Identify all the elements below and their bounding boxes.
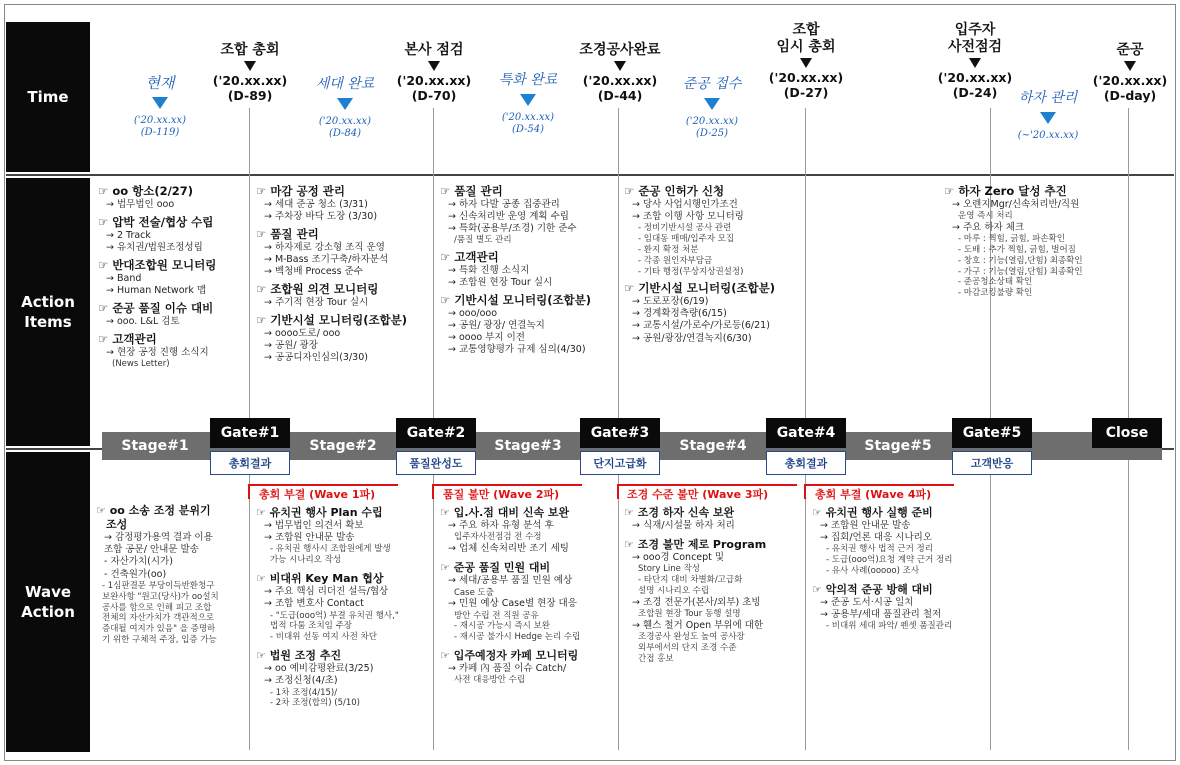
action-column-4 <box>624 184 802 345</box>
wave-item: - 1심판결문 부당이득반환청구 <box>102 580 215 591</box>
milestone-name: 본사 점검 <box>404 42 464 58</box>
action-item: → 주요 하자 체크 <box>952 221 1025 233</box>
separator-time <box>6 174 1174 176</box>
handwritten-label: 특화 완료 <box>498 72 558 88</box>
wave-heading: ☞ 입.사.점 대비 신속 보완 <box>440 506 570 519</box>
wave-item: 공사를 함으로 인해 피고 조합 <box>102 602 212 613</box>
close-box: Close <box>1092 418 1162 448</box>
action-item: - 마루 : 찍힘, 긁힘, 파손확인 <box>958 233 1065 244</box>
wave-item: 방안 수립 전 직원 공유 <box>454 610 539 621</box>
wave-column-5 <box>812 506 987 632</box>
action-item: → 신속처리반 운영 계획 수립 <box>448 210 569 222</box>
action-item: - 정비기반시설 공사 관련 <box>638 223 732 234</box>
wave-item: Case 도출 <box>454 587 494 598</box>
milestone-dday: (D-27) <box>783 84 829 100</box>
action-column-1 <box>98 184 246 370</box>
wave-item: → 조경 전문가(본사/외부) 초빙 <box>632 597 761 609</box>
wave-heading: ☞ 유치권 행사 Plan 수립 <box>256 506 383 519</box>
handwritten-defect-management <box>998 90 1098 142</box>
wave-item: - 유치권 행사시 조합원에게 발생 <box>270 544 391 555</box>
action-heading: ☞ 준공 인허가 신청 <box>624 184 725 198</box>
handwritten-unit-complete <box>295 76 395 141</box>
milestone-extra-meeting <box>760 22 852 100</box>
action-item: → 공원/광장/연결녹지(6/30) <box>632 332 752 344</box>
wave-item: → 주요 핵심 리더진 설득/협상 <box>264 586 389 598</box>
wave-item: → 감정평가용역 결과 이용 <box>104 532 213 544</box>
milestone-name: 입주자 사전점검 <box>947 22 1003 55</box>
action-item: → Human Network 맵 <box>106 284 207 296</box>
wave-item: - 2차 조정(합의) (5/10) <box>270 698 360 709</box>
wave-item: 사전 대응방안 수립 <box>454 675 526 686</box>
action-heading: ☞ 고객관리 <box>98 331 157 346</box>
action-item: → 공공디자인심의(3/30) <box>264 352 368 364</box>
stage-5: Stage#5 <box>864 438 932 454</box>
action-item: → 조합원 현장 Tour 실시 <box>448 276 553 288</box>
milestone-date: ('20.xx.xx) <box>768 69 844 85</box>
wave-item: → 법무법인 의견서 확보 <box>264 520 364 532</box>
handwritten-marker-icon <box>520 94 536 106</box>
wave-heading: ☞ 악의적 준공 방해 대비 <box>812 583 933 597</box>
row-label-action-items: Action Items <box>6 178 90 446</box>
milestone-name: 조합 임시 총회 <box>776 22 836 55</box>
wave-item: → oo 예비감평완료(3/25) <box>264 663 374 675</box>
action-item: → 공원/ 광장 <box>264 339 318 351</box>
action-heading: ☞ 조합원 의견 모니터링 <box>256 282 379 297</box>
handwritten-label: 현재 <box>145 74 175 92</box>
action-heading: ☞ oo 항소(2/27) <box>98 184 194 198</box>
handwritten-date: ('20.xx.xx) <box>685 115 739 127</box>
handwritten-date: ('20.xx.xx) <box>318 115 372 127</box>
milestone-dday: (D-44) <box>597 87 643 103</box>
wave-item: Story Line 작성 <box>638 564 700 575</box>
wave-item: - 유사 사례(ooooo) 조사 <box>826 566 920 577</box>
action-heading: ☞ 기반시설 모니터링(조합분) <box>256 313 408 328</box>
gate-3: Gate#3 <box>580 418 660 448</box>
wave-item: - 도급(ooo억)요청 계약 근거 정리 <box>826 555 953 566</box>
action-item: → 오렌지Mgr/신속처리반/직원 <box>952 198 1080 210</box>
action-item: → 주기적 현장 Tour 실시 <box>264 296 369 308</box>
action-heading: ☞ 기반시설 모니터링(조합분) <box>624 281 776 296</box>
action-item: → 도로포장(6/19) <box>632 296 709 308</box>
milestone-date: ('20.xx.xx) <box>212 72 288 88</box>
handwritten-dday: (D-54) <box>511 124 545 135</box>
wave-item: → 카페 內 품질 이슈 Catch/ <box>448 663 567 675</box>
handwritten-label: 세대 완료 <box>315 76 375 92</box>
wave-heading: ☞ 유치권 행사 실행 준비 <box>812 506 933 519</box>
wave-item: → 민원 예상 Case별 현장 대응 <box>448 598 577 610</box>
handwritten-date: ('20.xx.xx) <box>133 114 187 126</box>
action-heading: ☞ 품질 관리 <box>440 184 503 198</box>
stage-4: Stage#4 <box>679 438 747 454</box>
action-item: → 현장 공정 진행 소식지 <box>106 346 209 358</box>
milestone-marker-icon <box>800 58 812 68</box>
wave-4-label: 총회 부결 (Wave 4파) <box>812 486 934 502</box>
gate-2-criteria: 품질완성도 <box>396 451 476 475</box>
wave-item: 기 위한 구체적 주장, 입증 가능 <box>102 635 217 646</box>
handwritten-dday: (D-84) <box>328 128 362 139</box>
gate-4-criteria: 총회결과 <box>766 451 846 475</box>
action-item: (News Letter) <box>112 358 170 369</box>
milestone-date: ('20.xx.xx) <box>582 72 658 88</box>
wave-item: 조경공사 완성도 높여 공사장 <box>638 632 745 643</box>
action-item: → 하자제로 강소형 조직 운영 <box>264 241 385 253</box>
action-item: - 환지 확정 처분 <box>638 244 699 255</box>
wave-item: - 자산가치(시가) <box>104 556 173 568</box>
wave-item: - 건축원가(oo) <box>104 568 167 580</box>
action-item: - 임대동 매매/입주자 모집 <box>638 233 735 244</box>
gate-4: Gate#4 <box>766 418 846 448</box>
action-item: → 경계확정측량(6/15) <box>632 308 727 320</box>
wave-item: → 공용부/세대 품질관리 철저 <box>820 609 942 621</box>
wave-item: → ooo경 Concept 및 <box>632 552 725 564</box>
handwritten-dday: (D-119) <box>140 127 180 139</box>
action-item: → oooo도로/ ooo <box>264 327 341 339</box>
wave-item: - "도급(ooo억) 부결 유치권 행사," <box>270 610 399 621</box>
wave-column-2 <box>256 506 431 709</box>
action-item: → 특화(공용부/조경) 기한 준수 <box>448 223 577 235</box>
wave-item: 설명 시나리오 수립 <box>638 586 710 597</box>
handwritten-marker-icon <box>1040 112 1056 124</box>
handwritten-label: 준공 접수 <box>682 76 742 92</box>
action-item: → 주차장 바닥 도장 (3/30) <box>264 210 378 222</box>
action-item: → Band <box>106 272 142 284</box>
wave-item: 법적 다툼 조치임 주장 <box>270 621 353 632</box>
milestone-completion <box>1086 42 1174 103</box>
wave-item: - 타단지 대비 차별화/고급화 <box>638 575 743 586</box>
gate-2: Gate#2 <box>396 418 476 448</box>
action-heading: ☞ 반대조합원 모니터링 <box>98 257 217 272</box>
wave-item: 조합원 현장 Tour 동행 설명 <box>638 609 741 620</box>
milestone-hq-inspection <box>384 42 484 103</box>
action-item: → 2 Track <box>106 229 151 241</box>
wave-item: - 비대위 선동 여지 사전 차단 <box>270 632 377 643</box>
action-item: - 가구 : 기능(열림,단힘) 최종확인 <box>958 266 1083 277</box>
wave-item: 입주자사전점검 전 수정 <box>454 532 542 543</box>
wave-item: 간접 홍보 <box>638 654 674 665</box>
milestone-dday: (D-day) <box>1103 87 1157 103</box>
wave-item: → 조합 변호사 Contact <box>264 598 364 610</box>
wave-item: 증대될 여지가 있음" 을 증명하 <box>102 624 216 635</box>
milestone-name: 조경공사완료 <box>579 42 661 58</box>
milestone-name: 조합 총회 <box>220 42 280 58</box>
action-item: - 기타 행정(무상지상권설정) <box>638 266 744 277</box>
gate-5: Gate#5 <box>952 418 1032 448</box>
wave-item: → 식재/시설물 하자 처리 <box>632 520 735 532</box>
gate-1: Gate#1 <box>210 418 290 448</box>
milestone-dday: (D-24) <box>952 84 998 100</box>
action-heading: ☞ 고객관리 <box>440 250 499 265</box>
milestone-date: ('20.xx.xx) <box>396 72 472 88</box>
wave-item: 전체의 자산가치가 객관적으로 <box>102 613 215 624</box>
handwritten-completion-filing <box>662 76 762 141</box>
wave-item: 조합 공문/ 안내문 발송 <box>104 544 199 556</box>
action-item: - 마감코킹불량 확인 <box>958 288 1033 299</box>
handwritten-special-complete <box>478 72 578 137</box>
wave-item: 가능 시나리오 작성 <box>270 555 342 566</box>
wave-heading: ☞ 조경 불만 제로 Program <box>624 538 767 552</box>
gate-5-criteria: 고객반응 <box>952 451 1032 475</box>
wave-2-label: 품질 불만 (Wave 2파) <box>440 486 562 502</box>
wave-item: → 조합원 안내문 발송 <box>264 532 355 544</box>
milestone-date: ('20.xx.xx) <box>1092 72 1168 88</box>
handwritten-marker-icon <box>704 98 720 110</box>
wave-item: → 업체 신속처리반 조기 세팅 <box>448 543 569 555</box>
action-heading: ☞ 기반시설 모니터링(조합분) <box>440 293 592 308</box>
wave-heading: ☞ 법원 조정 추진 <box>256 649 342 663</box>
wave-item: → 조정신청(4/초) <box>264 675 338 687</box>
action-item: → M-Bass 조기구축/하자분석 <box>264 253 389 265</box>
wave-column-4 <box>624 506 802 665</box>
action-item: 운영 즉시 처리 <box>958 210 1013 221</box>
milestone-marker-icon <box>244 61 256 71</box>
wave-heading: 조성 <box>106 518 128 532</box>
action-item: - 각종 원인자부담금 <box>638 255 713 266</box>
milestone-general-meeting <box>200 42 300 103</box>
action-item: - 창호 : 기능(열림,단힘) 최종확인 <box>958 255 1083 266</box>
milestone-marker-icon <box>969 58 981 68</box>
action-heading: ☞ 압박 전술/협상 수립 <box>98 214 214 229</box>
handwritten-date: ('20.xx.xx) <box>501 111 555 123</box>
milestone-marker-icon <box>614 61 626 71</box>
wave-3-label: 조경 수준 불만 (Wave 3파) <box>624 486 771 502</box>
wave-heading: ☞ 준공 품질 민원 대비 <box>440 561 551 575</box>
milestone-marker-icon <box>428 61 440 71</box>
wave-item: - 유치권 행사 법적 근거 정리 <box>826 544 933 555</box>
action-item: → 공원/ 광장/ 연결녹지 <box>448 319 545 331</box>
stage-1: Stage#1 <box>121 438 189 454</box>
row-label-time: Time <box>6 22 90 172</box>
action-heading: ☞ 마감 공정 관리 <box>256 184 345 198</box>
action-item: → 특화 진행 소식지 <box>448 264 530 276</box>
wave-heading: ☞ oo 소송 조정 분위기 <box>96 504 211 517</box>
action-item: → 유치권/법원조정성립 <box>106 241 203 253</box>
milestone-dday: (D-89) <box>227 87 273 103</box>
action-item: → ooo. L&L 검토 <box>106 315 180 327</box>
wave-item: - 재시공 가능시 즉시 보완 <box>454 621 550 632</box>
wave-column-3 <box>440 506 616 686</box>
gate-3-criteria: 단지고급화 <box>580 451 660 475</box>
action-heading: ☞ 준공 품질 이슈 대비 <box>98 300 214 315</box>
handwritten-now <box>110 74 210 140</box>
handwritten-marker-icon <box>152 97 168 109</box>
milestone-date: ('20.xx.xx) <box>937 69 1013 85</box>
action-heading: ☞ 하자 Zero 달성 추진 <box>944 184 1067 198</box>
wave-heading: ☞ 입주예정자 카페 모니터링 <box>440 649 579 663</box>
row-label-wave-action: Wave Action <box>6 452 90 752</box>
wave-column-1 <box>96 504 246 646</box>
action-item: → 벡청배 Process 준수 <box>264 266 363 278</box>
action-column-2 <box>256 184 431 364</box>
wave-item: → 세대/공용부 품질 민원 예상 <box>448 575 573 587</box>
action-item: - 도배 : 추가 찍힘, 긁힘, 벌어짐 <box>958 244 1076 255</box>
wave-heading: ☞ 조경 하자 신속 보완 <box>624 506 735 519</box>
handwritten-date: (~'20.xx.xx) <box>1017 129 1079 141</box>
wave-item: → 조합원 안내문 발송 <box>820 520 911 532</box>
handwritten-label: 하자 관리 <box>1018 90 1078 106</box>
action-column-5 <box>944 184 1126 299</box>
action-item: → 조합 이행 사항 모니터링 <box>632 210 744 222</box>
action-heading: ☞ 품질 관리 <box>256 227 319 242</box>
wave-item: 보완사항 "원고(당사)가 oo설치 <box>102 591 219 602</box>
action-column-3 <box>440 184 615 356</box>
action-item: → 하자 다발 공종 집중관리 <box>448 198 560 210</box>
stage-3: Stage#3 <box>494 438 562 454</box>
wave-heading: ☞ 비대위 Key Man 협상 <box>256 572 384 586</box>
handwritten-dday: (D-25) <box>695 128 729 139</box>
action-item: → 법무법인 ooo <box>106 198 175 210</box>
handwritten-marker-icon <box>337 98 353 110</box>
stage-2: Stage#2 <box>309 438 377 454</box>
action-item: → oooo 부지 이전 <box>448 332 525 344</box>
action-item: → 교통시설/가로수/가로등(6/21) <box>632 320 770 332</box>
wave-item: → 집회/언론 대응 시나리오 <box>820 532 932 544</box>
wave-item: → 주요 하자 유형 분석 후 <box>448 520 554 532</box>
wave-item: - 1차 조정(4/15)/ <box>270 687 338 698</box>
action-item: - 준공청소상태 확인 <box>958 277 1033 288</box>
milestone-marker-icon <box>1124 61 1136 71</box>
wave-item: → 준공 도서·시공 일치 <box>820 597 914 609</box>
milestone-name: 준공 <box>1116 42 1144 58</box>
milestone-dday: (D-70) <box>411 87 457 103</box>
wave-item: - 재시공 불가시 Hedge 논리 수립 <box>454 632 581 643</box>
wave-item: 외부에서의 단지 조경 수준 <box>638 643 737 654</box>
milestone-pre-inspection <box>925 22 1025 100</box>
wave-item: → 휀스 철거 Open 부위에 대한 <box>632 620 764 632</box>
action-item: → 당사 사업시행인가조건 <box>632 198 738 210</box>
action-item: → 교통영향평가 규제 심의(4/30) <box>448 344 586 356</box>
wave-1-label: 총회 부결 (Wave 1파) <box>256 486 378 502</box>
action-item: → 세대 준공 청소 (3/31) <box>264 198 368 210</box>
action-item: → ooo/ooo <box>448 307 498 319</box>
gate-1-criteria: 총회결과 <box>210 451 290 475</box>
wave-item: - 비대위 세대 파악/ 펜셋 품질관리 <box>826 621 953 632</box>
action-item: /품질 별도 관리 <box>454 235 512 246</box>
